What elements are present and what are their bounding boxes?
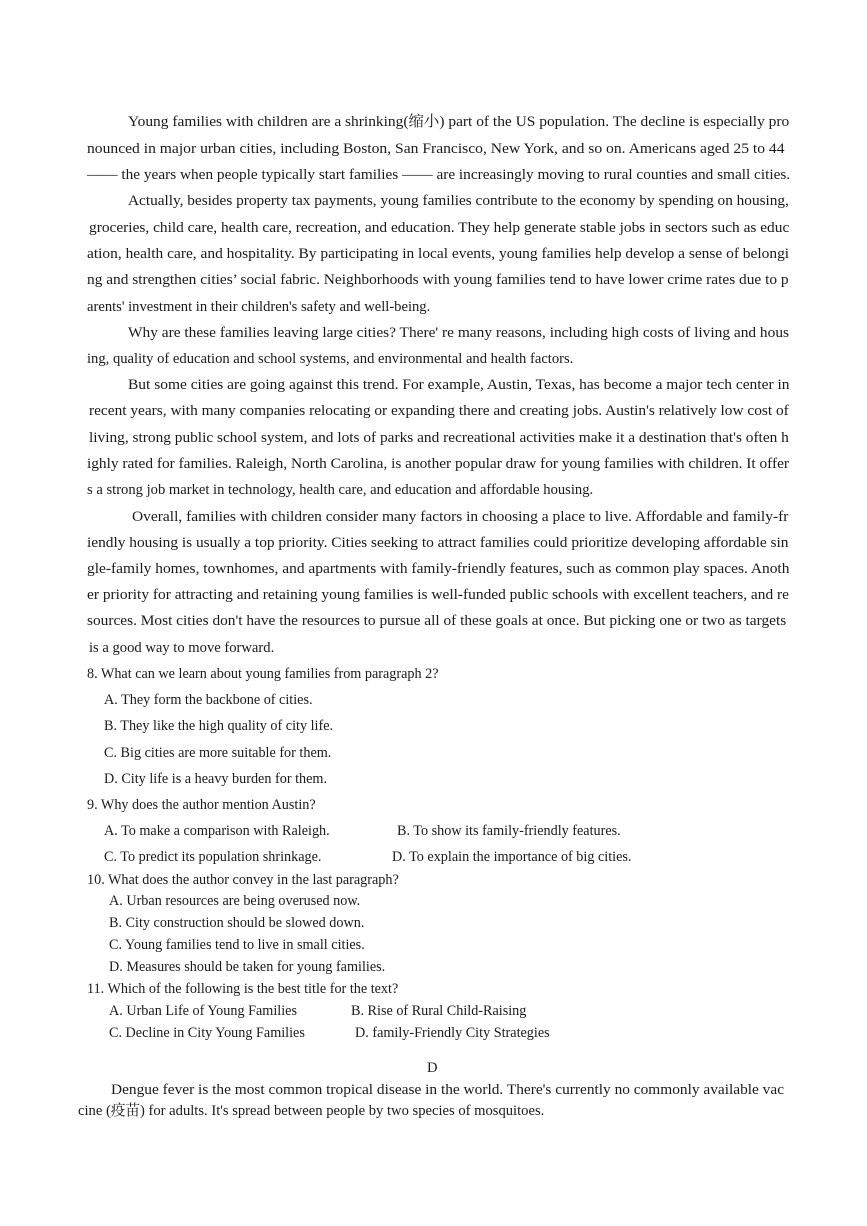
passage-line: is a good way to move forward. <box>89 640 275 656</box>
passage-line: nounced in major urban cities, including Boston, San Francisco, New York, and so on. Americans aged 25 to 44 <box>87 141 785 157</box>
question-8-stem: 8. What can we learn about young families from paragraph 2? <box>87 666 439 682</box>
question-8-option-d[interactable]: D. City life is a heavy burden for them. <box>104 771 328 787</box>
passage-line: arents' investment in their children's safety and well-being. <box>87 299 431 315</box>
passage-line: living, strong public school system, and lots of parks and recreational activities make it a destination that's often h <box>89 430 789 446</box>
question-9-stem: 9. Why does the author mention Austin? <box>87 797 316 813</box>
passage-line: ation, health care, and hospitality. By participating in local events, young families help develop a sense of belongi <box>87 246 790 262</box>
passage-line: ing, quality of education and school systems, and environmental and health factors. <box>87 351 574 367</box>
question-10-option-a[interactable]: A. Urban resources are being overused now. <box>109 893 361 909</box>
passage-line: But some cities are going against this trend. For example, Austin, Texas, has become a major tech center in <box>128 377 790 393</box>
question-11-option-d[interactable]: D. family-Friendly City Strategies <box>355 1025 550 1041</box>
passage-line: groceries, child care, health care, recreation, and education. They help generate stable jobs in sectors such as educ <box>89 220 790 236</box>
passage-line: Young families with children are a shrinking(缩小) part of the US population. The decline is especially pro <box>128 114 790 130</box>
question-11-option-a[interactable]: A. Urban Life of Young Families <box>109 1003 297 1019</box>
passage-line: sources. Most cities don't have the resources to pursue all of these goals at once. But picking one or two as targets <box>87 613 787 629</box>
passage-line: er priority for attracting and retaining young families is well-funded public schools with excellent teachers, and re <box>87 587 789 603</box>
question-10-option-c[interactable]: C. Young families tend to live in small cities. <box>109 937 365 953</box>
passage-line: iendly housing is usually a top priority. Cities seeking to attract families could prioritize developing affordable sin <box>87 535 789 551</box>
passage-line: gle-family homes, townhomes, and apartments with family-friendly features, such as common play spaces. Anoth <box>87 561 790 577</box>
section-d-line: Dengue fever is the most common tropical disease in the world. There's currently no commonly available vac <box>111 1082 785 1098</box>
passage-line: ng and strengthen cities’ social fabric. Neighborhoods with young families tend to have lower crime rates due to p <box>87 272 789 288</box>
question-11-option-c[interactable]: C. Decline in City Young Families <box>109 1025 305 1041</box>
question-10-option-b[interactable]: B. City construction should be slowed down. <box>109 915 365 931</box>
question-10-stem: 10. What does the author convey in the last paragraph? <box>87 872 399 888</box>
passage-line: Why are these families leaving large cities? There' re many reasons, including high costs of living and hous <box>128 325 789 341</box>
question-9-option-d[interactable]: D. To explain the importance of big cities. <box>392 849 632 865</box>
passage-line: Overall, families with children consider many factors in choosing a place to live. Affordable and family-fr <box>132 509 789 525</box>
question-9-option-c[interactable]: C. To predict its population shrinkage. <box>104 849 322 865</box>
passage-line: s a strong job market in technology, health care, and education and affordable housing. <box>87 482 594 498</box>
question-11-stem: 11. Which of the following is the best title for the text? <box>87 981 399 997</box>
passage-line: recent years, with many companies relocating or expanding there and creating jobs. Austin's relatively low cost of <box>89 403 789 419</box>
question-8-option-a[interactable]: A. They form the backbone of cities. <box>104 692 313 708</box>
question-9-option-b[interactable]: B. To show its family-friendly features. <box>397 823 621 839</box>
question-9-option-a[interactable]: A. To make a comparison with Raleigh. <box>104 823 330 839</box>
passage-line: —— the years when people typically start families —— are increasingly moving to rural counties and small cities. <box>87 167 791 183</box>
section-heading: D <box>427 1060 438 1076</box>
passage-line: ighly rated for families. Raleigh, North Carolina, is another popular draw for young families with children. It offer <box>87 456 790 472</box>
question-8-option-c[interactable]: C. Big cities are more suitable for them. <box>104 745 332 761</box>
question-11-option-b[interactable]: B. Rise of Rural Child-Raising <box>351 1003 527 1019</box>
question-10-option-d[interactable]: D. Measures should be taken for young families. <box>109 959 386 975</box>
section-d-line: cine (疫苗) for adults. It's spread between people by two species of mosquitoes. <box>78 1103 545 1119</box>
passage-line: Actually, besides property tax payments, young families contribute to the economy by spending on housing, <box>128 193 789 209</box>
question-8-option-b[interactable]: B. They like the high quality of city life. <box>104 718 334 734</box>
